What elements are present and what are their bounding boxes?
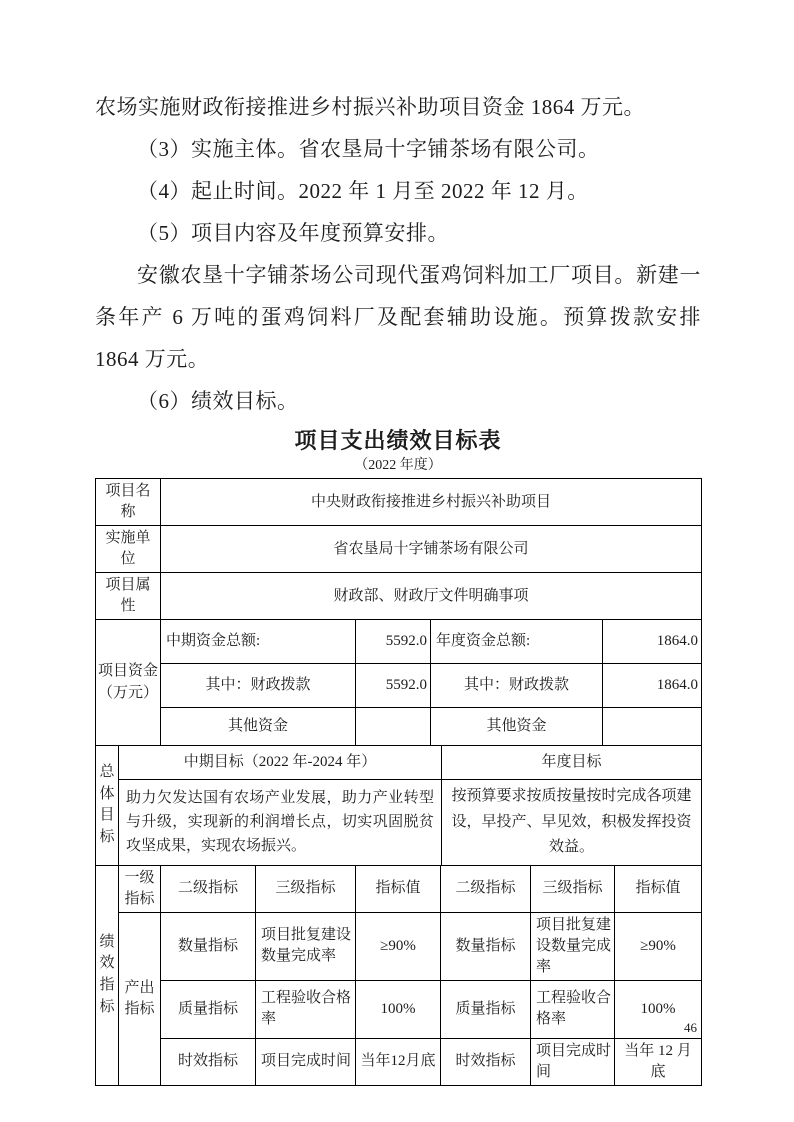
- quality-indicator-detail-mid: 工程验收合格率: [256, 980, 356, 1038]
- info-value-implementing-unit: 省农垦局十字铺茶场有限公司: [161, 526, 702, 573]
- quantity-indicator-detail-annual: 项目批复建设数量完成率: [531, 912, 615, 980]
- mid-term-goal-header: 中期目标（2022 年-2024 年）: [119, 746, 442, 780]
- paragraph-item-5: （5）项目内容及年度预算安排。: [137, 221, 449, 245]
- paragraph-project-description: 安徽农垦十字铺茶场公司现代蛋鸡饲料加工厂项目。新建一条年产 6 万吨的蛋鸡饲料厂及配套辅助设施。预算拨款安排 1864 万元。: [95, 263, 701, 371]
- table-row: [96, 865, 702, 912]
- table-row: [96, 912, 702, 980]
- quantity-indicator-mid: 数量指标: [161, 912, 256, 980]
- level1-indicator-header: 一级指标: [119, 865, 161, 912]
- quantity-indicator-detail-mid: 项目批复建设数量完成率: [256, 912, 356, 980]
- funding-mid-fiscal-value: 5592.0: [356, 664, 431, 708]
- timeliness-indicator-detail-mid: 项目完成时间: [256, 1038, 356, 1085]
- indicator-value-header-mid: 指标值: [356, 865, 441, 912]
- quantity-indicator-value-mid: ≥90%: [356, 912, 441, 980]
- funding-mid-total-value: 5592.0: [356, 620, 431, 664]
- annual-goal-header: 年度目标: [442, 746, 702, 780]
- table-row: [96, 526, 702, 573]
- level2-indicator-header-mid: 二级指标: [161, 865, 256, 912]
- paragraph-continuation: 农场实施财政衔接推进乡村振兴补助项目资金 1864 万元。: [95, 95, 645, 119]
- paragraph-item-3: （3）实施主体。省农垦局十字铺茶场有限公司。: [137, 137, 600, 161]
- table-row: [96, 746, 702, 780]
- funding-annual-fiscal-value: 1864.0: [603, 664, 702, 708]
- table-row: [96, 479, 702, 526]
- funding-annual-fiscal-label: 其中：财政拨款: [431, 664, 603, 708]
- funding-annual-total-label: 年度资金总额:: [431, 620, 603, 664]
- quality-indicator-detail-annual: 工程验收合格率: [531, 980, 615, 1038]
- funding-section-label: 项目资金（万元）: [96, 620, 161, 746]
- paragraph-item-4: （4）起止时间。2022 年 1 月至 2022 年 12 月。: [137, 179, 589, 203]
- indicator-value-header-annual: 指标值: [615, 865, 702, 912]
- timeliness-indicator-mid: 时效指标: [161, 1038, 256, 1085]
- indicators-section-label: 绩效指标: [96, 865, 119, 1085]
- level3-indicator-header-annual: 三级指标: [531, 865, 615, 912]
- funding-mid-fiscal-label: 其中：财政拨款: [161, 664, 356, 708]
- info-label-project-attribute: 项目属性: [96, 573, 161, 620]
- body-text: [95, 86, 701, 422]
- timeliness-indicator-annual: 时效指标: [441, 1038, 531, 1085]
- table-row: [96, 708, 702, 746]
- funding-table: [95, 619, 702, 746]
- table-row: [96, 664, 702, 708]
- table-row: [96, 780, 702, 866]
- quality-indicator-value-annual: 100%: [615, 980, 702, 1038]
- quality-indicator-value-mid: 100%: [356, 980, 441, 1038]
- mid-term-goal-text: 助力欠发达国有农场产业发展，助力产业转型与升级，实现新的利润增长点，切实巩固脱贫攻坚成果，实现农场振兴。: [119, 780, 442, 866]
- quality-indicator-mid: 质量指标: [161, 980, 256, 1038]
- funding-mid-total-label: 中期资金总额:: [161, 620, 356, 664]
- table-row: [96, 1038, 702, 1085]
- table-row: [96, 980, 702, 1038]
- info-value-project-attribute: 财政部、财政厅文件明确事项: [161, 573, 702, 620]
- annual-goal-text: 按预算要求按质按量按时完成各项建设，早投产、早见效，积极发挥投资效益。: [442, 780, 702, 866]
- level3-indicator-header-mid: 三级指标: [256, 865, 356, 912]
- funding-annual-total-value: 1864.0: [603, 620, 702, 664]
- timeliness-indicator-value-annual: 当年 12 月底: [615, 1038, 702, 1085]
- table-row: [96, 573, 702, 620]
- output-indicator-label: 产出指标: [119, 912, 161, 1085]
- indicators-table: [95, 865, 702, 1086]
- page-content: [95, 86, 701, 1086]
- info-label-project-name: 项目名称: [96, 479, 161, 526]
- funding-annual-other-value: [603, 708, 702, 746]
- funding-mid-other-label: 其他资金: [161, 708, 356, 746]
- table-row: [96, 620, 702, 664]
- funding-mid-other-value: [356, 708, 431, 746]
- funding-annual-other-label: 其他资金: [431, 708, 603, 746]
- quantity-indicator-annual: 数量指标: [441, 912, 531, 980]
- timeliness-indicator-detail-annual: 项目完成时间: [531, 1038, 615, 1085]
- timeliness-indicator-value-mid: 当年12月底: [356, 1038, 441, 1085]
- level2-indicator-header-annual: 二级指标: [441, 865, 531, 912]
- overall-goal-section-label: 总体目标: [96, 746, 119, 866]
- page-number: 46: [684, 1020, 697, 1035]
- info-value-project-name: 中央财政衔接推进乡村振兴补助项目: [161, 479, 702, 526]
- table-subtitle: （2022 年度）: [354, 458, 442, 473]
- overall-goal-table: [95, 745, 702, 866]
- paragraph-item-6: （6）绩效目标。: [137, 389, 299, 413]
- info-label-implementing-unit: 实施单位: [96, 526, 161, 573]
- quality-indicator-annual: 质量指标: [441, 980, 531, 1038]
- quantity-indicator-value-annual: ≥90%: [615, 912, 702, 980]
- info-table: [95, 478, 702, 620]
- table-title: 项目支出绩效目标表: [294, 428, 502, 453]
